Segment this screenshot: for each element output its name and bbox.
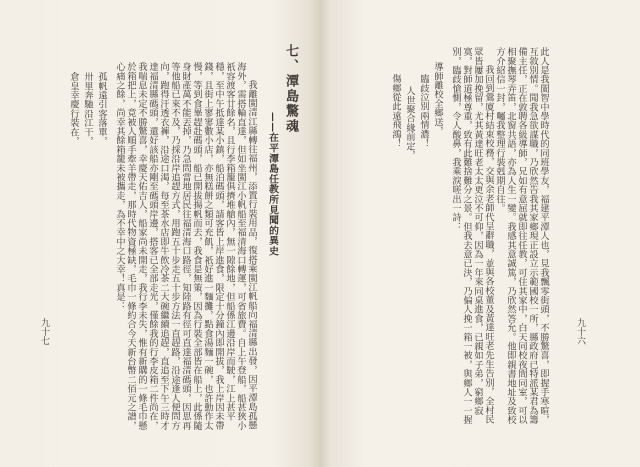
right-body-text [388,47,549,433]
poem-line: 臨歧泣別兩情濃！ [418,74,429,148]
chapter-title: 七、潭島驚魂 [283,44,298,134]
right-paragraph: 此人是我閩智中學時代的同班學友，福建平潭人也，見我飄零街頭，不勝驚喜，即握手寒暄，互敘別情。聞我急欲謀職，乃欣然告我其家鄉現正設立示範國校一所，縣政府已特派某君為籌備主任，正在敦聘各級導師，兄如有意屈就即往任教，可住其家中，白天同校夜間同室，可以相聚撫琴弄笛，北窗共語，亦為人生一變。我感其意誠篤，乃欣然答允。他即親書地址及致校方介紹信一封，囑我整理行裝剋期自往。 [494,47,549,425]
left-paragraph: 我離閩清江縣轉往福州，添置行裝用品，復搭乘閩江帆船向福清縣出發，因平潭島孤懸海外，需搭輪直達，但如坐閩江小帆船至福清海口轉運，可省旅費。自上午登船，船甚狹小祇容渡客廿餘名，且行李箱籠俱擠堆艙內，無一隙餘地，但船係江邊沿岸而駛，江上甚平穩，至中午抵達某小鎮，船泊碼頭，請客皆上岸進食，限定十分鐘內即開拔，我上岸因未帶錢，且街上寥寥數小店，亦無糕餅之類可充飢，祇好進一麵攤，點食湯麵一碗，也許動作太慢，等到食畢趕赴碼頭，船已開拔揚帆而去，我食是無策，因為行裝全部皆在船上，此係隨身財產萬不能丟掉，乃急問當地居民往福清海口路徑，知陸路有徑可直達福清碼頭，因思再等他船已來不及，乃採沿岸追趕方式，用跑五十步走五十步方法一直趕路，沿途逢人便問方向，跑得汗透衣褲，沿途口渴，每至茶水店即牛飲冷茶二大碗繼續追趕，直追至下午三時才達福清縣碼頭，還好該船亦剛至碼頭岸邊，搭客已全部走光，僅餘我的行李皮箱二件尚在，我喘息未定不勝驚喜，幸慶天佑吉人，船家尚未開走，我行李未失，惟有新購的一條毛巾懸於箱把上，竟被人順手牽羊帶走，那時代物資極缺，毛巾一條約合今天新台幣二佰元之譜，心痛之餘，尚幸其餘箱籠未被攜走，為不幸中之大幸！真是： [114,62,257,430]
poem-line: 卅里奔馳沿江干， [82,72,93,146]
poem-line: 倉皇幸慶行裝在， [68,72,79,146]
poem-line: 傷鄉從此遠飛鴻！ [390,74,401,148]
right-paragraph: 我回到鶯廈村結束校務，交與余老師代呈辭職，並與各校董及黃達旺老先生告別，全村民眾皆屢加挽留，尤其黃達旺老太太更泣不可仰，因為一年來同桌進食，已親如子弟，窮鄉寂寞，對師道極尊重，致有此難捨難分之景。但我去意已決，乃偏人挽一箱一被，與鄉人一一握別，臨歧愴惻，令人酸鼻，我乘淚嗟出一詩： [450,47,494,425]
poem-line: 孤帆遠引客落單， [96,72,107,146]
page-number-right: 九十六 [575,318,585,345]
poem-line: 導師離校全鄉送， [432,62,443,136]
poem-line: 人世聚合緣前定， [404,86,415,160]
page-number-left: 九十七 [39,318,49,345]
chapter-subtitle: ——在平潭島任教所見聞的異史 [267,112,278,257]
left-body-text [66,62,257,434]
